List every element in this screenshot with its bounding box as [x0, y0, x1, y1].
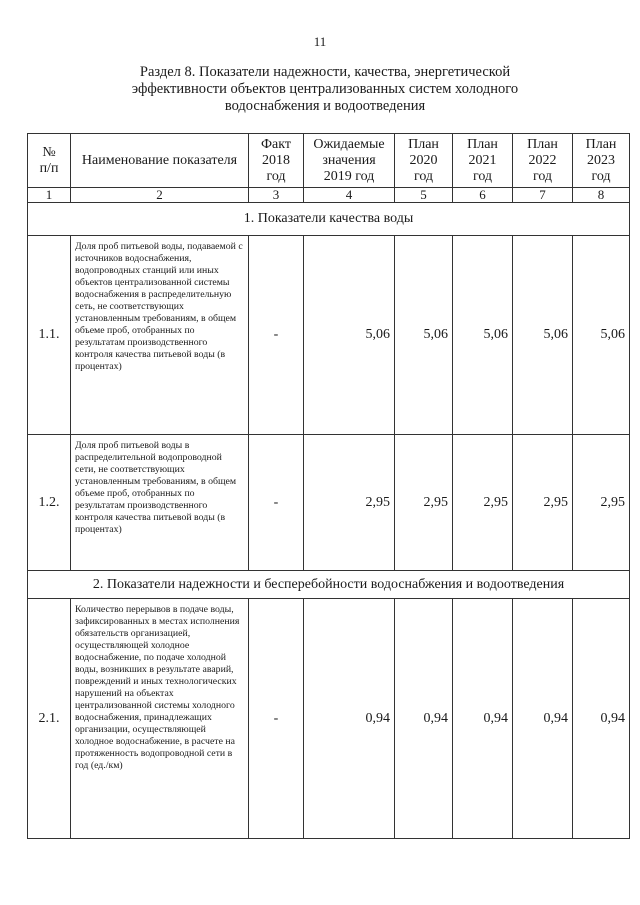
header-plan-2021 — [453, 134, 513, 188]
header-text: 2019 год — [323, 168, 375, 184]
header-text: значения — [322, 152, 376, 168]
table-row — [28, 435, 630, 571]
header-text: 2020 — [409, 152, 438, 168]
header-text: год — [591, 168, 611, 184]
section-row — [28, 203, 630, 236]
value-plan-2021: 5,06 — [453, 236, 513, 435]
section-title — [80, 64, 570, 115]
header-text: № — [42, 144, 56, 160]
header-row — [28, 134, 630, 188]
title-line: Раздел 8. Показатели надежности, качества, энергетической — [139, 64, 511, 80]
header-number — [28, 134, 71, 188]
header-text: Факт — [260, 136, 291, 152]
column-number: 5 — [395, 188, 453, 203]
header-indicator-name — [71, 134, 249, 188]
column-number: 7 — [513, 188, 573, 203]
header-text: 2018 — [262, 152, 290, 168]
value-plan-2022: 5,06 — [513, 236, 573, 435]
value-fact-2018: - — [249, 599, 304, 839]
header-text: п/п — [39, 160, 59, 176]
column-number: 3 — [249, 188, 304, 203]
title-line: водоснабжения и водоотведения — [224, 98, 426, 114]
column-number-row — [28, 188, 630, 203]
header-text: год — [532, 168, 553, 184]
table-row — [28, 236, 630, 435]
page-number: 11 — [313, 34, 327, 49]
column-number: 1 — [28, 188, 71, 203]
header-text: План — [467, 136, 498, 152]
value-plan-2023: 0,94 — [573, 599, 630, 839]
header-plan-2023 — [573, 134, 630, 188]
header-text: 2022 — [528, 152, 557, 168]
header-plan-2020 — [395, 134, 453, 188]
header-text: Наименование показателя — [81, 152, 238, 168]
value-fact-2018: - — [249, 236, 304, 435]
column-number: 2 — [71, 188, 249, 203]
value-plan-2021: 0,94 — [453, 599, 513, 839]
value-plan-2020: 0,94 — [395, 599, 453, 839]
value-plan-2022: 0,94 — [513, 599, 573, 839]
title-line: эффективности объектов централизованных систем холодного — [131, 81, 519, 97]
section-title-reliability: 2. Показатели надежности и бесперебойности водоснабжения и водоотведения — [28, 571, 630, 599]
table-row — [28, 599, 630, 839]
value-plan-2021: 2,95 — [453, 435, 513, 571]
indicator-name: Доля проб питьевой воды в распределительной водопроводной сети, не соответствующих установленным требованиям, в общем объеме проб, отобранных по результатам производственного контроля качества питьевой воды (в процентах) — [71, 435, 249, 571]
indicators-table — [27, 133, 630, 839]
value-expected-2019: 5,06 — [304, 236, 395, 435]
value-plan-2023: 2,95 — [573, 435, 630, 571]
row-number: 1.1. — [28, 236, 71, 435]
indicator-name: Количество перерывов в подаче воды, зафиксированных в местах исполнения обязательств организацией, осуществляющей холодное водоснабжение, по подаче холодной воды, возникших в результате аварий, повреждений и иных технологических нарушений на объектах централизованной системы холодного водоснабжения, принадлежащих организации, осуществляющей холодное водоснабжение, в расчете на протяженность водопроводной сети в год (ед./км) — [71, 599, 249, 839]
header-text: План — [408, 136, 439, 152]
header-text: год — [266, 168, 286, 184]
row-number: 2.1. — [28, 599, 71, 839]
column-number: 8 — [573, 188, 630, 203]
indicator-name: Доля проб питьевой воды, подаваемой с источников водоснабжения, водопроводных станций или иных объектов централизованной системы водоснабжения в распределительную сеть, не соответствующих установленным требованиям, в общем объеме проб, отобранных по результатам производственного контроля качества питьевой воды (в процентах) — [71, 236, 249, 435]
value-plan-2022: 2,95 — [513, 435, 573, 571]
header-text: 2023 — [587, 152, 615, 168]
header-plan-2022 — [513, 134, 573, 188]
section-row — [28, 571, 630, 599]
column-number: 4 — [304, 188, 395, 203]
column-number: 6 — [453, 188, 513, 203]
value-expected-2019: 0,94 — [304, 599, 395, 839]
header-expected-2019 — [304, 134, 395, 188]
value-plan-2020: 5,06 — [395, 236, 453, 435]
section-title-water-quality: 1. Показатели качества воды — [28, 203, 630, 236]
header-text: Ожидаемые — [313, 136, 385, 152]
header-text: План — [585, 136, 617, 152]
header-text: год — [413, 168, 434, 184]
value-fact-2018: - — [249, 435, 304, 571]
value-plan-2020: 2,95 — [395, 435, 453, 571]
header-text: 2021 — [468, 152, 497, 168]
header-text: План — [527, 136, 558, 152]
row-number: 1.2. — [28, 435, 71, 571]
value-plan-2023: 5,06 — [573, 236, 630, 435]
header-text: год — [472, 168, 493, 184]
value-expected-2019: 2,95 — [304, 435, 395, 571]
header-fact-2018 — [249, 134, 304, 188]
